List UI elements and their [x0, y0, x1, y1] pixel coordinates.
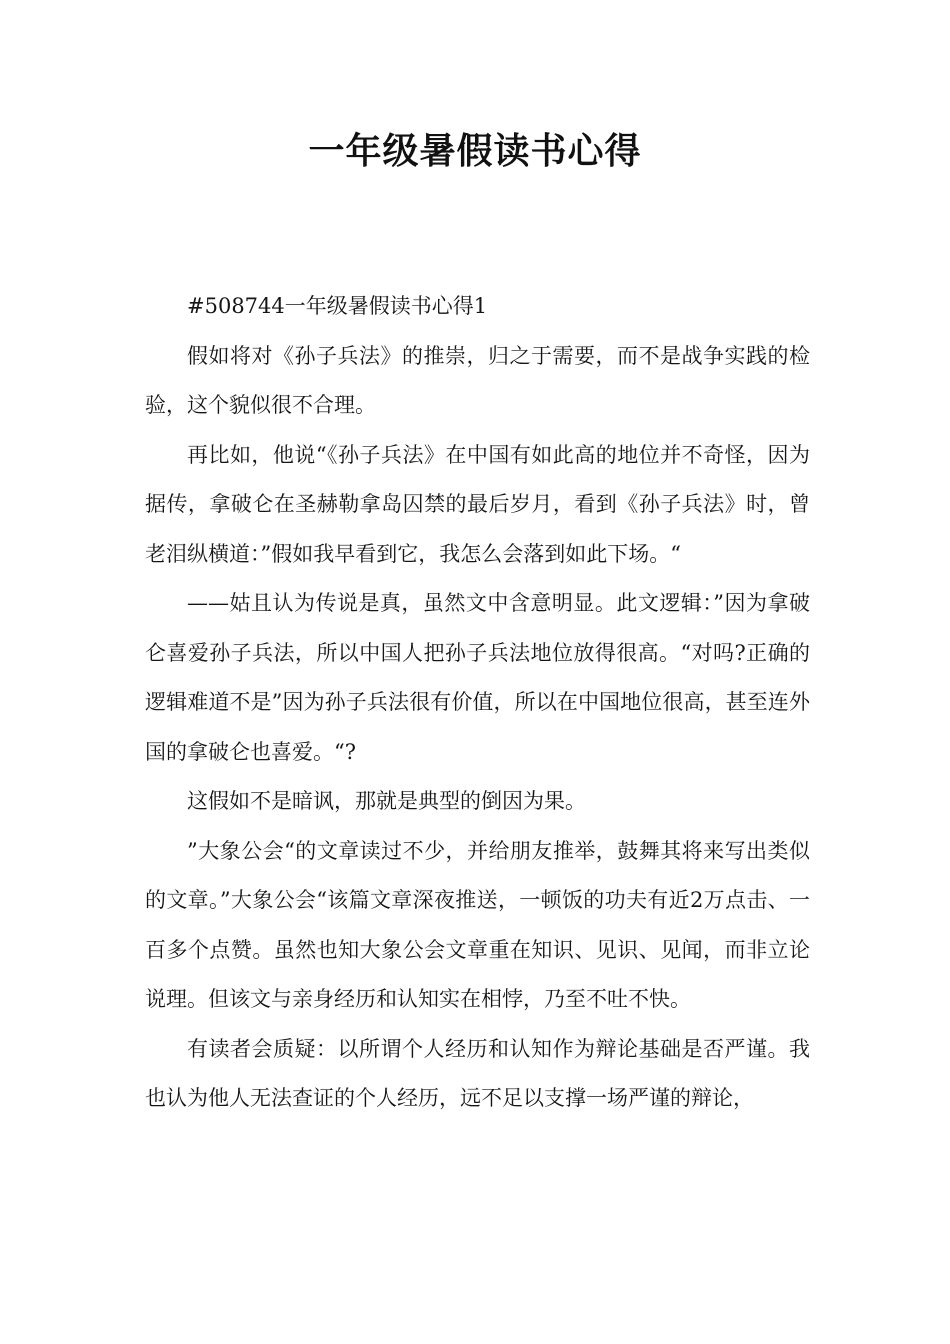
- paragraph: ”大象公会“的文章读过不少，并给朋友推举，鼓舞其将来写出类似的文章。”大象公会“该篇文章深夜推送，一顿饭的功夫有近2万点击、一百多个点赞。虽然也知大象公会文章重在知识、见识、见闻，而非立论说理。但该文与亲身经历和认知实在相悖，乃至不吐不快。: [145, 838, 810, 1011]
- paragraph-heading: #508744一年级暑假读书心得1: [187, 294, 488, 318]
- document-body: [145, 282, 810, 1124]
- paragraph: 假如将对《孙子兵法》的推崇，归之于需要，而不是战争实践的检验，这个貌似很不合理。: [145, 343, 810, 417]
- paragraph: 有读者会质疑：以所谓个人经历和认知作为辩论基础是否严谨。我也认为他人无法查证的个人经历，远不足以支撑一场严谨的辩论，: [145, 1036, 810, 1110]
- paragraph: 再比如，他说“《孙子兵法》在中国有如此高的地位并不奇怪，因为据传，拿破仑在圣赫勒拿岛囚禁的最后岁月，看到《孙子兵法》时，曾老泪纵横道：”假如我早看到它，我怎么会落到如此下场。“: [145, 442, 810, 566]
- paragraph: 这假如不是暗讽，那就是典型的倒因为果。: [187, 789, 586, 813]
- document-title: 一年级暑假读书心得: [308, 131, 642, 172]
- paragraph: ——姑且认为传说是真，虽然文中含意明显。此文逻辑：”因为拿破仑喜爱孙子兵法，所以中国人把孙子兵法地位放得很高。“对吗?正确的逻辑难道不是”因为孙子兵法很有价值，所以在中国地位很高，甚至连外国的拿破仑也喜爱。“?: [145, 591, 810, 764]
